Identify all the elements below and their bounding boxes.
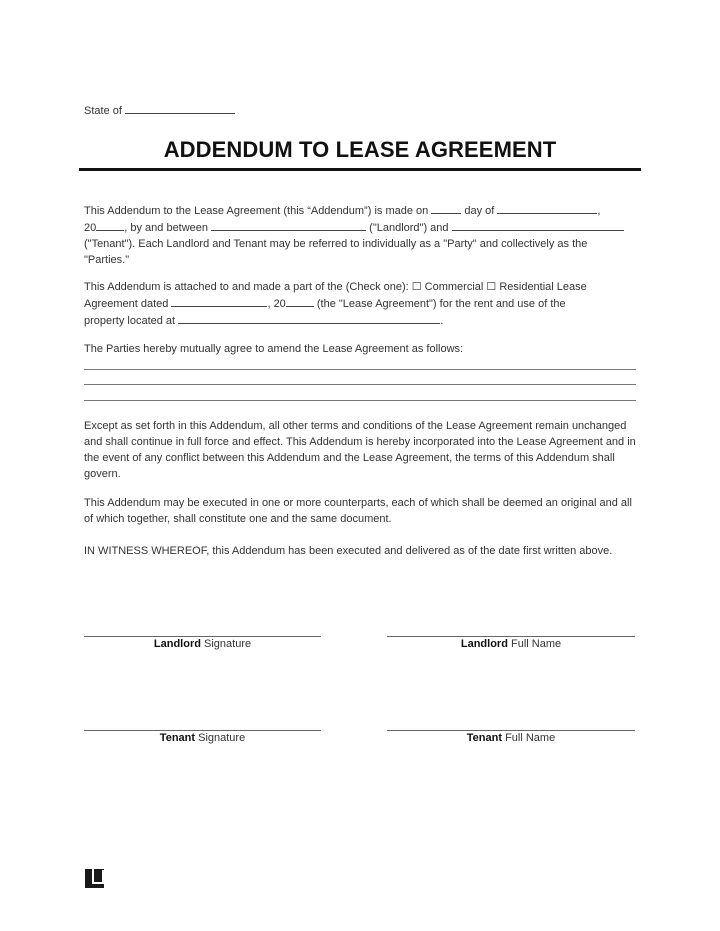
- label-bold: Landlord: [460, 638, 508, 650]
- intro-text: , by and between: [124, 222, 209, 234]
- state-field-row: [84, 103, 235, 117]
- label-rest: Full Name: [507, 638, 562, 650]
- label-bold: Landlord: [153, 638, 201, 650]
- day-blank[interactable]: [431, 202, 461, 214]
- month-blank[interactable]: [497, 202, 597, 214]
- year-blank[interactable]: [96, 219, 124, 231]
- attachment-text: , 20: [267, 298, 286, 310]
- paragraph-remaining-terms: Except as set forth in this Addendum, all other terms and conditions of the Lease Agreement remain unchanged and shall continue in full force and effect. This Addendum is hereby incorporated into the Lease Agreement and in the event of any conflict between this Addendum and the Lease Agreement, the terms of this Addendum shall govern.: [84, 420, 636, 480]
- property-address-blank[interactable]: [178, 312, 440, 324]
- label-rest: Full Name: [502, 732, 556, 744]
- attachment-text: This Addendum is attached to and made a part of the (Check one): ☐ Commercial ☐ Residential Lease: [84, 281, 587, 293]
- title-divider: [79, 168, 641, 171]
- paragraph-counterparts: This Addendum may be executed in one or more counterparts, each of which shall be deemed an original and all of which together, shall constitute one and the same document.: [84, 497, 632, 525]
- intro-text: This Addendum to the Lease Agreement (this “Addendum”) is made on: [84, 205, 429, 217]
- agreement-date-blank[interactable]: [171, 295, 267, 307]
- attachment-text: property located at: [84, 315, 176, 327]
- landlord-name-line[interactable]: [387, 636, 635, 637]
- tenant-name-line[interactable]: [387, 730, 635, 731]
- landlord-signature-line[interactable]: [84, 636, 321, 637]
- amendment-line-2[interactable]: [84, 384, 636, 385]
- amendment-line-3[interactable]: [84, 400, 636, 401]
- label-rest: Signature: [195, 732, 246, 744]
- tenant-name-blank[interactable]: [452, 219, 624, 231]
- lawdistrict-logo-icon: [85, 869, 104, 888]
- agreement-year-blank[interactable]: [286, 295, 314, 307]
- paragraph-intro: [84, 202, 636, 268]
- label-bold: Tenant: [466, 732, 503, 744]
- landlord-signature-label: [84, 638, 321, 650]
- intro-text: day of: [464, 205, 495, 217]
- tenant-signature-line[interactable]: [84, 730, 321, 731]
- intro-text: ("Landlord") and: [369, 222, 449, 234]
- attachment-text: Agreement dated: [84, 298, 169, 310]
- intro-text: ("Tenant"). Each Landlord and Tenant may be referred to individually as a "Party" and collectively as the: [84, 238, 588, 250]
- attachment-text: .: [440, 315, 444, 327]
- intro-text: ,: [597, 205, 601, 217]
- label-rest: Signature: [200, 638, 252, 650]
- paragraph-amend-intro: The Parties hereby mutually agree to amend the Lease Agreement as follows:: [84, 343, 464, 355]
- state-blank[interactable]: [125, 103, 235, 114]
- amendment-line-1[interactable]: [84, 369, 636, 370]
- paragraph-attachment: [84, 279, 636, 329]
- paragraph-witness: IN WITNESS WHEREOF, this Addendum has been executed and delivered as of the date first written above.: [84, 545, 613, 557]
- attachment-text: (the "Lease Agreement") for the rent and use of the: [316, 298, 566, 310]
- intro-text: 20: [84, 222, 97, 234]
- landlord-name-blank[interactable]: [211, 219, 366, 231]
- tenant-signature-label: [84, 732, 321, 744]
- label-bold: Tenant: [159, 732, 196, 744]
- tenant-name-label: [387, 732, 635, 744]
- intro-text: "Parties.": [84, 254, 130, 266]
- state-label: State of: [84, 105, 122, 117]
- document-title: ADDENDUM TO LEASE AGREEMENT: [163, 137, 557, 162]
- landlord-name-label: [387, 638, 635, 650]
